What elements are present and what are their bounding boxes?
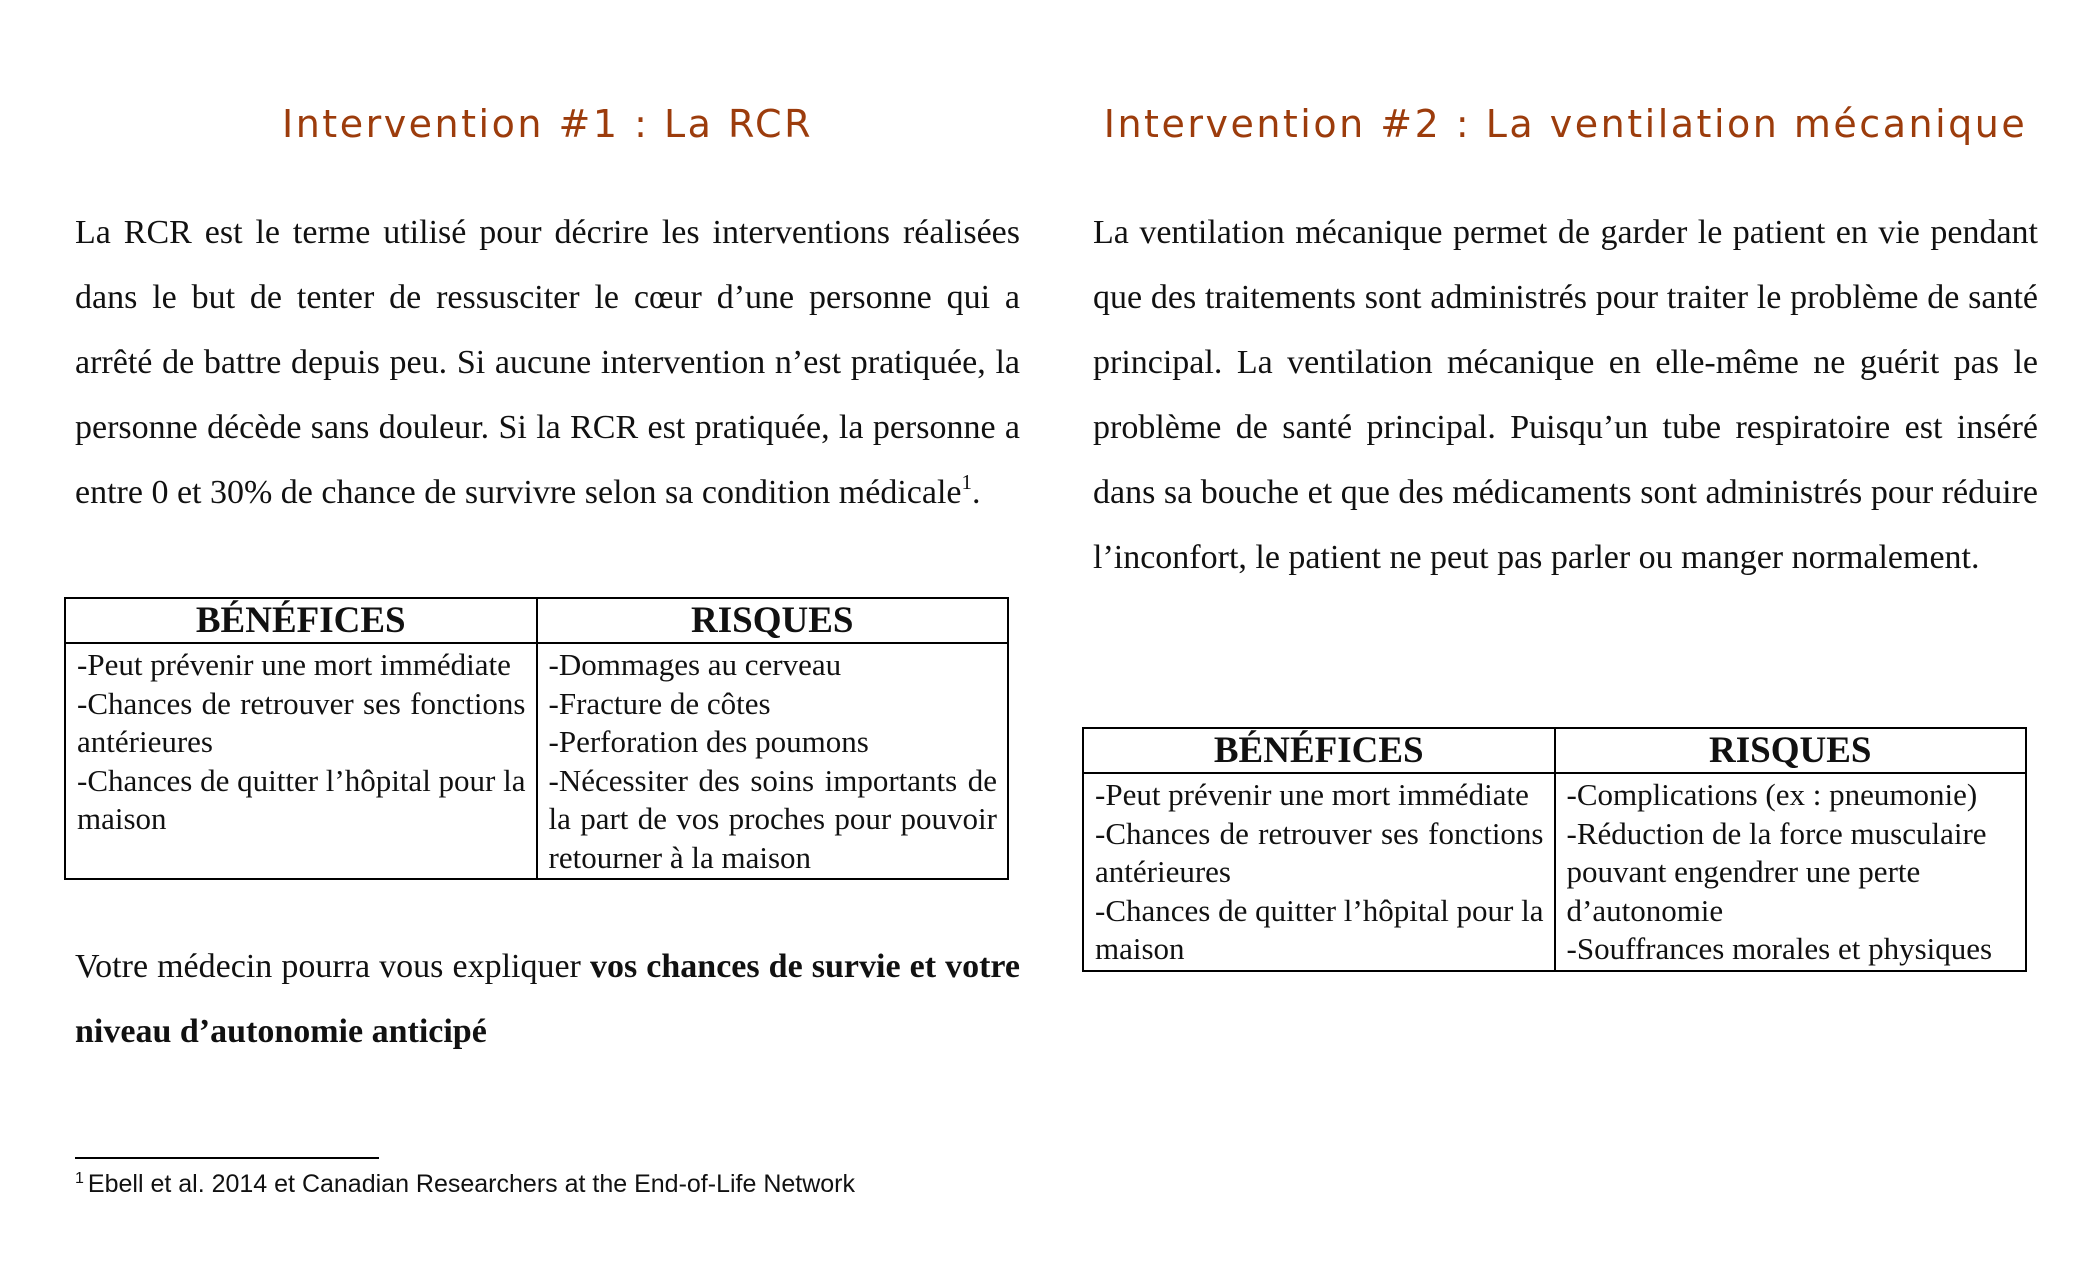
table-header-row	[65, 598, 1008, 643]
footnote	[75, 1170, 855, 1199]
risks-cell	[1555, 773, 2027, 971]
table-row	[1083, 773, 2026, 971]
risks-cell	[537, 643, 1009, 879]
benefits-cell	[65, 643, 537, 879]
benefit-item: -Chances de retrouver ses fonctions antérieures	[1095, 815, 1544, 889]
risk-item: -Fracture de côtes	[548, 685, 771, 721]
risk-item: -Nécessiter des soins importants de la part de vos proches pour pouvoir retourner à la maison	[548, 762, 997, 875]
table-row	[65, 643, 1008, 879]
benefit-item: -Peut prévenir une mort immédiate	[1095, 777, 1529, 812]
footnote-reference[interactable]: 1	[961, 470, 972, 494]
intervention-2-title: Intervention #2 : La ventilation mécanique	[1103, 102, 2028, 146]
intervention-1-paragraph-end: .	[972, 474, 981, 511]
intervention-1-paragraph	[75, 200, 1020, 525]
closing-text: Votre médecin pourra vous expliquer	[75, 948, 590, 985]
intervention-2-benefits-risks-table	[1082, 727, 2027, 972]
intervention-1-title: Intervention #1 : La RCR	[282, 102, 813, 146]
footnote-text: Ebell et al. 2014 et Canadian Researchers at the End-of-Life Network	[87, 1170, 856, 1198]
risks-header: RISQUES	[1555, 728, 2027, 773]
intervention-1-benefits-risks-table	[64, 597, 1009, 880]
footnote-divider	[75, 1157, 379, 1159]
risks-header: RISQUES	[537, 598, 1009, 643]
risk-item: -Souffrances morales et physiques	[1566, 931, 1993, 966]
risk-item: -Réduction de la force musculaire pouvant engendrer une perte d’autonomie	[1566, 815, 1987, 928]
footnote-marker: 1	[75, 1170, 84, 1187]
intervention-2-paragraph: La ventilation mécanique permet de garder le patient en vie pendant que des traitements sont administrés pour traiter le problème de santé principal. La ventilation mécanique en elle-même ne guérit pas le problème de santé principal. Puisqu’un tube respiratoire est inséré dans sa bouche et que des médicaments sont administrés pour réduire l’inconfort, le patient ne peut pas parler ou manger normalement.	[1093, 214, 2038, 576]
risk-item: -Dommages au cerveau	[548, 647, 842, 682]
risk-item: -Perforation des poumons	[548, 724, 869, 759]
benefit-item: -Chances de retrouver ses fonctions antérieures	[77, 685, 526, 759]
benefits-cell	[1083, 773, 1555, 971]
benefit-item: -Chances de quitter l’hôpital pour la maison	[1095, 892, 1544, 966]
benefits-header: BÉNÉFICES	[65, 598, 537, 643]
closing-paragraph	[75, 934, 1020, 1064]
intervention-1-paragraph-text: La RCR est le terme utilisé pour décrire les interventions réalisées dans le but de tenter de ressusciter le cœur d’une personne qui a arrêté de battre depuis peu. Si aucune intervention n’est pratiquée, la personne décède sans douleur. Si la RCR est pratiquée, la personne a entre 0 et 30% de chance de survivre selon sa condition médicale	[75, 214, 1020, 511]
benefit-item: -Peut prévenir une mort immédiate	[77, 647, 511, 682]
closing-bold-text: vos chances de survie et votre niveau d’autonomie anticipé	[75, 948, 1021, 1050]
risk-item: -Complications (ex : pneumonie)	[1566, 777, 1978, 812]
table-header-row	[1083, 728, 2026, 773]
benefits-header: BÉNÉFICES	[1083, 728, 1555, 773]
benefit-item: -Chances de quitter l’hôpital pour la maison	[77, 762, 526, 836]
